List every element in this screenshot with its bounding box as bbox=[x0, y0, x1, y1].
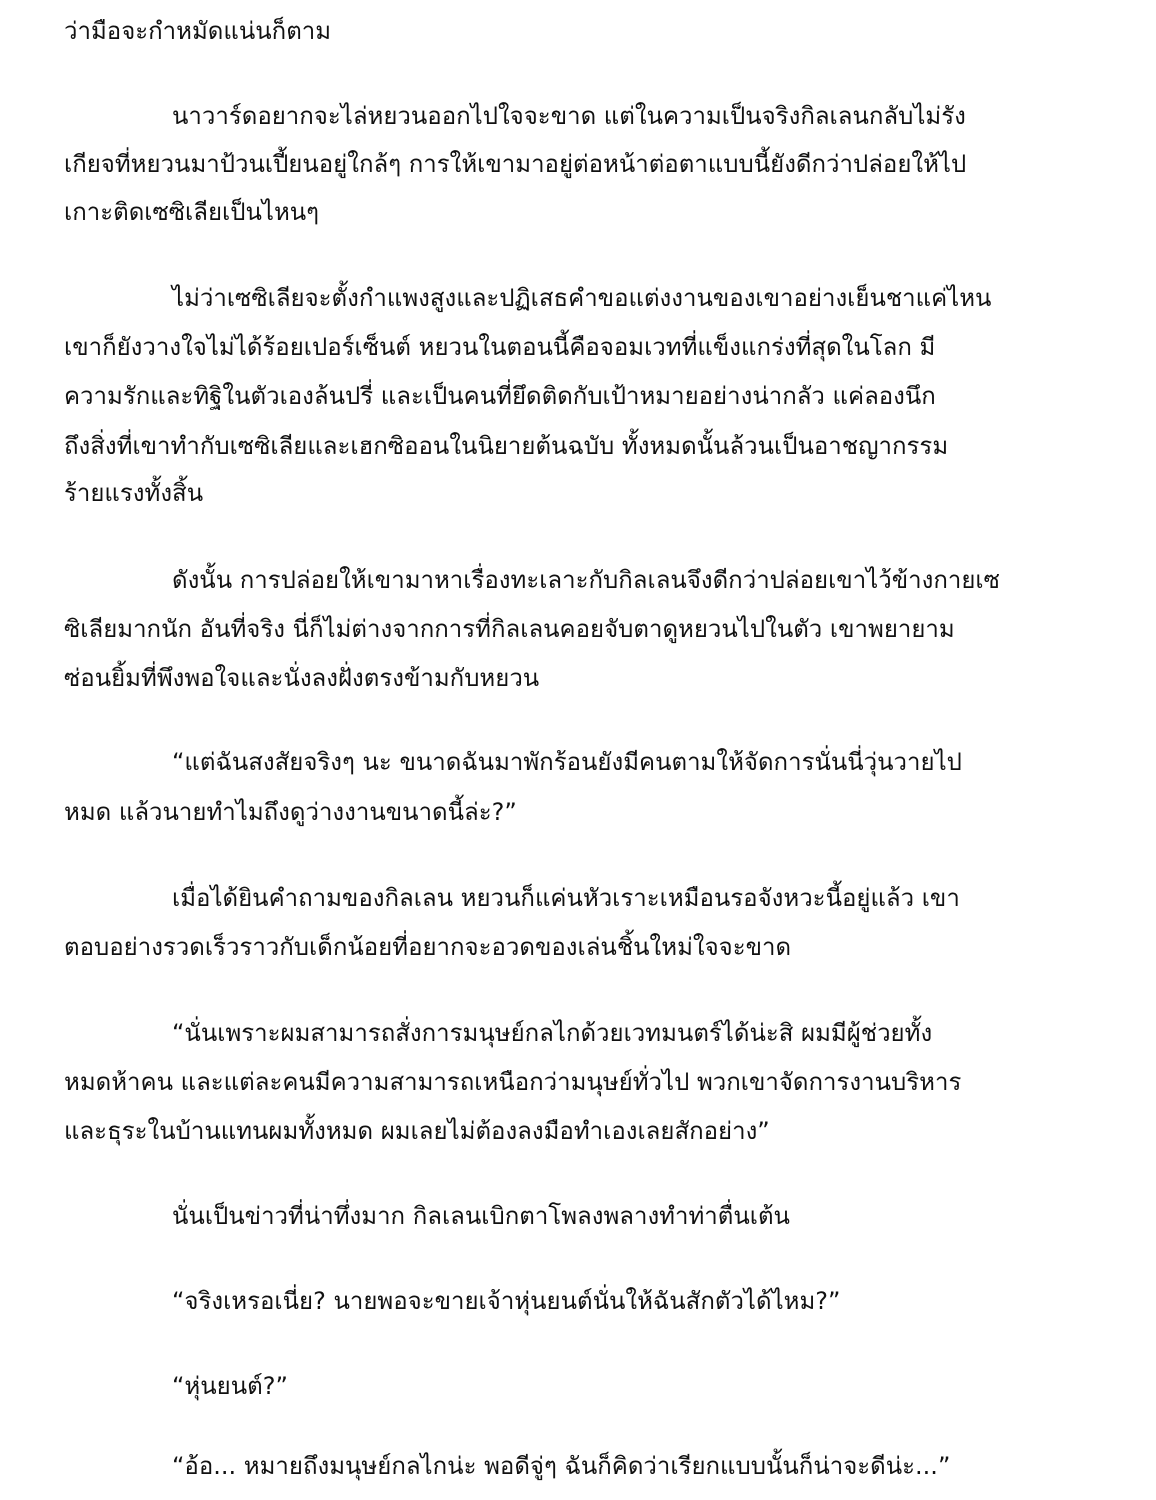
paragraph-1-line-1: ว่ามือจะกำหมัดแน่นก็ตาม bbox=[64, 17, 332, 45]
paragraph-3-line-4: ถึงสิ่งที่เขาทำกับเซซิเลียและเฮกซิออนในนิยายต้นฉบับ ทั้งหมดนั้นล้วนเป็นอาชญากรรม bbox=[64, 432, 949, 460]
paragraph-2-line-3: เกาะติดเซซิเลียเป็นไหนๆ bbox=[64, 198, 320, 226]
paragraph-6-line-1: เมื่อได้ยินคำถามของกิลเลน หยวนก็แค่นหัวเราะเหมือนรอจังหวะนี้อยู่แล้ว เขา bbox=[172, 884, 960, 912]
paragraph-3-line-2: เขาก็ยังวางใจไม่ได้ร้อยเปอร์เซ็นต์ หยวนในตอนนี้คือจอมเวทที่แข็งแกร่งที่สุดในโลก มี bbox=[64, 333, 936, 361]
paragraph-8-line-1: นั่นเป็นข่าวที่น่าทึ่งมาก กิลเลนเบิกตาโพลงพลางทำท่าตื่นเต้น bbox=[172, 1202, 790, 1230]
paragraph-7-line-3: และธุระในบ้านแทนผมทั้งหมด ผมเลยไม่ต้องลงมือทำเองเลยสักอย่าง” bbox=[64, 1117, 770, 1145]
paragraph-2-line-2: เกียจที่หยวนมาป้วนเปี้ยนอยู่ใกล้ๆ การให้เขามาอยู่ต่อหน้าต่อตาแบบนี้ยังดีกว่าปล่อยให้ไป bbox=[64, 150, 967, 178]
paragraph-3-line-1: ไม่ว่าเซซิเลียจะตั้งกำแพงสูงและปฏิเสธคำขอแต่งงานของเขาอย่างเย็นชาแค่ไหน bbox=[172, 284, 992, 312]
paragraph-3-line-5: ร้ายแรงทั้งสิ้น bbox=[64, 479, 204, 507]
paragraph-7-line-2: หมดห้าคน และแต่ละคนมีความสามารถเหนือกว่ามนุษย์ทั่วไป พวกเขาจัดการงานบริหาร bbox=[64, 1068, 962, 1096]
paragraph-6-line-2: ตอบอย่างรวดเร็วราวกับเด็กน้อยที่อยากจะอวดของเล่นชิ้นใหม่ใจจะขาด bbox=[64, 933, 792, 961]
paragraph-11-line-1: “อ้อ... หมายถึงมนุษย์กลไกน่ะ พอดีจู่ๆ ฉันก็คิดว่าเรียกแบบนั้นก็น่าจะดีน่ะ...” bbox=[172, 1452, 951, 1480]
paragraph-5-line-2: หมด แล้วนายทำไมถึงดูว่างงานขนาดนี้ล่ะ?” bbox=[64, 798, 517, 826]
paragraph-4-line-1: ดังนั้น การปล่อยให้เขามาหาเรื่องทะเลาะกับกิลเลนจึงดีกว่าปล่อยเขาไว้ข้างกายเซ bbox=[172, 566, 1000, 594]
paragraph-4-line-2: ซิเลียมากนัก อันที่จริง นี่ก็ไม่ต่างจากการที่กิลเลนคอยจับตาดูหยวนไปในตัว เขาพยายาม bbox=[64, 615, 955, 643]
paragraph-7-line-1: “นั่นเพราะผมสามารถสั่งการมนุษย์กลไกด้วยเวทมนตร์ได้น่ะสิ ผมมีผู้ช่วยทั้ง bbox=[172, 1019, 933, 1047]
paragraph-5-line-1: “แต่ฉันสงสัยจริงๆ นะ ขนาดฉันมาพักร้อนยังมีคนตามให้จัดการนั่นนี่วุ่นวายไป bbox=[172, 748, 962, 776]
paragraph-3-line-3: ความรักและทิฐิในตัวเองล้นปรี่ และเป็นคนที่ยึดติดกับเป้าหมายอย่างน่ากลัว แค่ลองนึก bbox=[64, 382, 936, 410]
paragraph-4-line-3: ซ่อนยิ้มที่พึงพอใจและนั่งลงฝั่งตรงข้ามกับหยวน bbox=[64, 664, 540, 692]
paragraph-2-line-1: นาวาร์ดอยากจะไล่หยวนออกไปใจจะขาด แต่ในความเป็นจริงกิลเลนกลับไม่รัง bbox=[172, 102, 966, 130]
paragraph-10-line-1: “หุ่นยนต์?” bbox=[172, 1372, 288, 1400]
paragraph-9-line-1: “จริงเหรอเนี่ย? นายพอจะขายเจ้าหุ่นยนต์นั่นให้ฉันสักตัวได้ไหม?” bbox=[172, 1287, 841, 1315]
